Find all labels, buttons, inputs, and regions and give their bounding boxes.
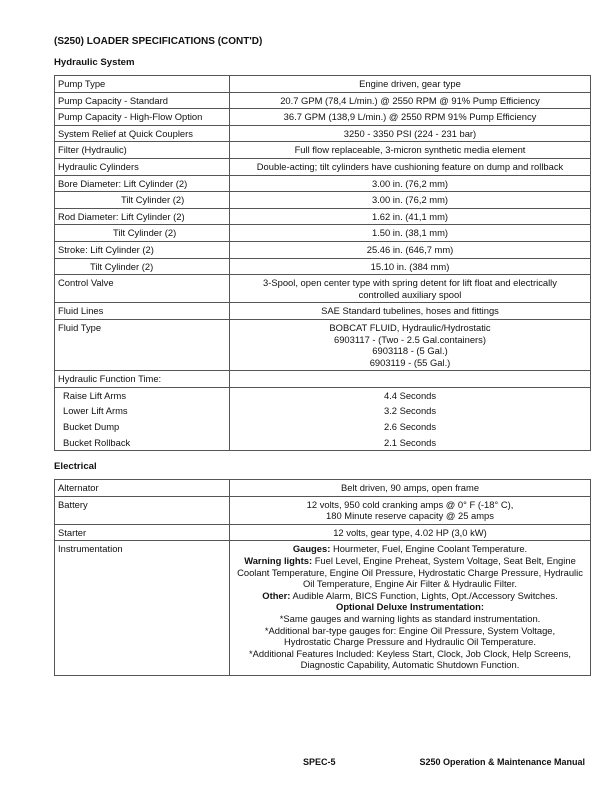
table-row bbox=[55, 480, 591, 497]
table-row bbox=[55, 142, 591, 159]
deluxe-item: *Additional Features Included: Keyless Start, Clock, Job Clock, Help Screens, Diagnostic Capability, Automatic Shutdown Function. bbox=[248, 647, 572, 671]
spec-value-line: BOBCAT FLUID, Hydraulic/Hydrostatic bbox=[329, 321, 491, 333]
spec-label: Raise Lift Arms bbox=[55, 387, 230, 403]
table-row bbox=[55, 387, 591, 403]
spec-label: Hydraulic Cylinders bbox=[55, 158, 230, 175]
table-row bbox=[55, 192, 591, 209]
spec-label: Pump Capacity - Standard bbox=[55, 92, 230, 109]
table-row bbox=[55, 175, 591, 192]
table-row bbox=[55, 125, 591, 142]
spec-value: 1.62 in. (41,1 mm) bbox=[230, 208, 591, 225]
spec-value-line: controlled auxiliary spool bbox=[358, 288, 462, 300]
spec-value-empty bbox=[230, 371, 591, 388]
table-row bbox=[55, 241, 591, 258]
spec-label: Tilt Cylinder (2) bbox=[55, 225, 230, 242]
spec-value: Double-acting; tilt cylinders have cushioning feature on dump and rollback bbox=[230, 158, 591, 175]
spec-value: SAE Standard tubelines, hoses and fittings bbox=[230, 303, 591, 320]
warning-lights-label: Warning lights: bbox=[244, 554, 313, 566]
spec-label: Instrumentation bbox=[55, 541, 230, 676]
deluxe-item: *Same gauges and warning lights as standard instrumentation. bbox=[279, 612, 541, 624]
spec-label: Pump Capacity - High-Flow Option bbox=[55, 109, 230, 126]
table-row bbox=[55, 541, 591, 676]
gauges-text: Hourmeter, Fuel, Engine Coolant Temperature. bbox=[332, 543, 528, 555]
table-row bbox=[55, 275, 591, 303]
table-row bbox=[55, 109, 591, 126]
spec-value: 3.00 in. (76,2 mm) bbox=[230, 175, 591, 192]
spec-label: Bucket Dump bbox=[55, 419, 230, 435]
spec-value: 2.1 Seconds bbox=[230, 435, 591, 451]
table-row bbox=[55, 496, 591, 524]
spec-value: 15.10 in. (384 mm) bbox=[230, 258, 591, 275]
table-row bbox=[55, 225, 591, 242]
spec-value-line: 180 Minute reserve capacity @ 25 amps bbox=[326, 510, 494, 522]
spec-value-line: 6903119 - (55 Gal.) bbox=[369, 356, 451, 368]
table-row bbox=[55, 419, 591, 435]
spec-value bbox=[230, 275, 591, 303]
spec-label: Bucket Rollback bbox=[55, 435, 230, 451]
spec-label: Battery bbox=[55, 496, 230, 524]
electrical-spec-table bbox=[54, 479, 591, 676]
spec-label: System Relief at Quick Couplers bbox=[55, 125, 230, 142]
spec-value-line: 6903118 - (5 Gal.) bbox=[372, 345, 448, 357]
spec-value: 4.4 Seconds bbox=[230, 387, 591, 403]
spec-value: 3250 - 3350 PSI (224 - 231 bar) bbox=[230, 125, 591, 142]
spec-label: Alternator bbox=[55, 480, 230, 497]
table-row bbox=[55, 403, 591, 419]
hydraulic-heading: Hydraulic System bbox=[54, 57, 135, 68]
gauges-label: Gauges: bbox=[292, 543, 331, 555]
electrical-heading: Electrical bbox=[54, 461, 97, 472]
manual-title: S250 Operation & Maintenance Manual bbox=[419, 757, 585, 767]
table-row bbox=[55, 303, 591, 320]
spec-value-line: 3-Spool, open center type with spring detent for lift float and electrically bbox=[263, 277, 557, 289]
spec-value-line: 12 volts, 950 cold cranking amps @ 0° F (-18° C), bbox=[306, 498, 514, 510]
table-row bbox=[55, 92, 591, 109]
spec-label: Lower Lift Arms bbox=[55, 403, 230, 419]
spec-label: Control Valve bbox=[55, 275, 230, 303]
spec-value: 3.00 in. (76,2 mm) bbox=[230, 192, 591, 209]
hydraulic-spec-table bbox=[54, 75, 591, 451]
table-row bbox=[55, 435, 591, 451]
spec-value: 2.6 Seconds bbox=[230, 419, 591, 435]
spec-label: Filter (Hydraulic) bbox=[55, 142, 230, 159]
spec-label: Stroke: Lift Cylinder (2) bbox=[55, 241, 230, 258]
table-row bbox=[55, 319, 591, 370]
spec-label: Tilt Cylinder (2) bbox=[55, 258, 230, 275]
table-row bbox=[55, 208, 591, 225]
spec-label: Bore Diameter: Lift Cylinder (2) bbox=[55, 175, 230, 192]
spec-value bbox=[230, 319, 591, 370]
spec-value: 36.7 GPM (138,9 L/min.) @ 2550 RPM 91% Pump Efficiency bbox=[230, 109, 591, 126]
warning-lights-text: Fuel Level, Engine Preheat, System Voltage, Seat Belt, Engine Coolant Temperature, Engine Oil Pressure, Hydrostatic Charge Pressure, Hydraulic Oil Temperature, Engine Air Filter & Hydraulic Filter. bbox=[237, 554, 583, 590]
spec-value: 25.46 in. (646,7 mm) bbox=[230, 241, 591, 258]
page-number: SPEC-5 bbox=[303, 757, 336, 767]
spec-value-line: 6903117 - (Two - 2.5 Gal.containers) bbox=[334, 333, 486, 345]
spec-value: 20.7 GPM (78,4 L/min.) @ 2550 RPM @ 91% Pump Efficiency bbox=[230, 92, 591, 109]
spec-value: Full flow replaceable, 3-micron synthetic media element bbox=[230, 142, 591, 159]
spec-value: 3.2 Seconds bbox=[230, 403, 591, 419]
spec-label: Fluid Type bbox=[55, 319, 230, 370]
spec-value bbox=[230, 496, 591, 524]
table-row bbox=[55, 258, 591, 275]
spec-label: Rod Diameter: Lift Cylinder (2) bbox=[55, 208, 230, 225]
spec-value: Belt driven, 90 amps, open frame bbox=[230, 480, 591, 497]
spec-value: 1.50 in. (38,1 mm) bbox=[230, 225, 591, 242]
spec-value: 12 volts, gear type, 4.02 HP (3,0 kW) bbox=[230, 524, 591, 541]
spec-label: Starter bbox=[55, 524, 230, 541]
table-row bbox=[55, 524, 591, 541]
table-row bbox=[55, 158, 591, 175]
table-row bbox=[55, 76, 591, 93]
page-title: (S250) LOADER SPECIFICATIONS (CONT'D) bbox=[54, 36, 263, 47]
instrumentation-value bbox=[230, 541, 591, 676]
table-row bbox=[55, 371, 591, 388]
spec-label: Hydraulic Function Time: bbox=[55, 371, 230, 388]
spec-label: Fluid Lines bbox=[55, 303, 230, 320]
deluxe-item: *Additional bar-type gauges for: Engine Oil Pressure, System Voltage, Hydrostatic Charge Pressure and Hydraulic Oil Temperature. bbox=[264, 624, 556, 648]
spec-label: Tilt Cylinder (2) bbox=[55, 192, 230, 209]
spec-value: Engine driven, gear type bbox=[230, 76, 591, 93]
deluxe-heading: Optional Deluxe Instrumentation: bbox=[336, 601, 484, 613]
other-label: Other: bbox=[262, 589, 291, 601]
spec-label: Pump Type bbox=[55, 76, 230, 93]
other-text: Audible Alarm, BICS Function, Lights, Opt./Accessory Switches. bbox=[292, 589, 558, 601]
